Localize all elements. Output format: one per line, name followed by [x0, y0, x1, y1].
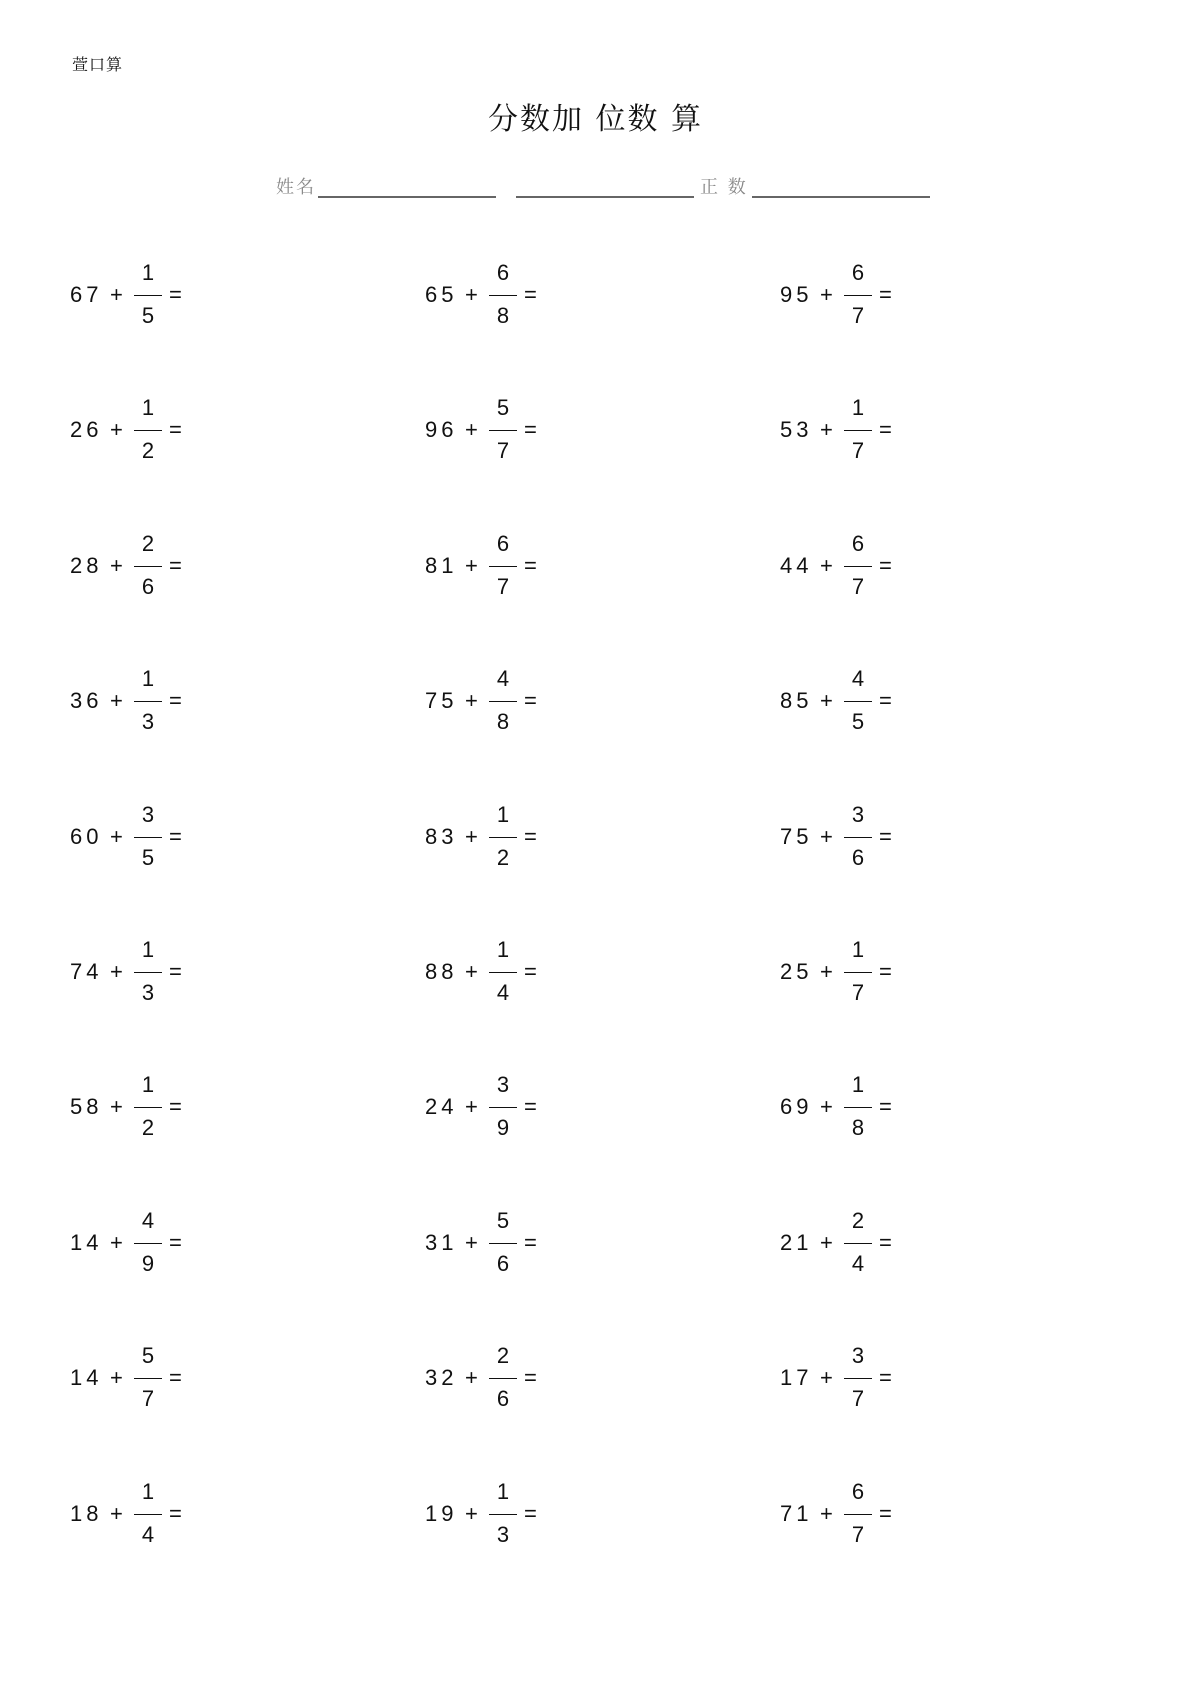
fraction-bar [134, 701, 162, 702]
whole-number: 26 [70, 417, 103, 442]
whole-number: 71 [780, 1501, 813, 1526]
equals-sign: = [524, 417, 537, 442]
name-label: 姓名 [276, 177, 316, 198]
fraction-bar [489, 1107, 517, 1108]
denominator: 6 [496, 1251, 510, 1276]
fraction [844, 666, 872, 736]
denominator: 7 [851, 438, 865, 463]
denominator: 5 [141, 303, 155, 328]
fraction-bar [844, 837, 872, 838]
plus-sign: + [465, 1365, 478, 1390]
numerator: 6 [496, 260, 510, 285]
fraction-bar [489, 837, 517, 838]
whole-number: 75 [425, 688, 458, 713]
fraction-bar [844, 1107, 872, 1108]
fraction [134, 1343, 162, 1413]
fraction [489, 666, 517, 736]
denominator: 2 [141, 438, 155, 463]
page-title: 分数加 位数 算 [487, 102, 704, 137]
denominator: 7 [851, 574, 865, 599]
whole-number: 24 [425, 1094, 458, 1119]
whole-number: 25 [780, 959, 813, 984]
fraction [489, 802, 517, 872]
whole-number: 88 [425, 959, 458, 984]
fraction [489, 395, 517, 465]
plus-sign: + [465, 417, 478, 442]
whole-number: 74 [70, 959, 103, 984]
fraction [134, 1072, 162, 1142]
equals-sign: = [879, 1094, 892, 1119]
fraction-bar [134, 430, 162, 431]
fraction [489, 1343, 517, 1413]
whole-number: 58 [70, 1094, 103, 1119]
fraction-bar [489, 972, 517, 973]
equals-sign: = [169, 1501, 182, 1526]
fraction [489, 1208, 517, 1278]
fraction-bar [134, 566, 162, 567]
fraction-bar [489, 1514, 517, 1515]
fraction [844, 1479, 872, 1549]
fraction-bar [844, 701, 872, 702]
denominator: 6 [851, 845, 865, 870]
numerator: 6 [851, 531, 865, 556]
fraction [489, 260, 517, 330]
fraction-bar [489, 295, 517, 296]
whole-number: 75 [780, 824, 813, 849]
plus-sign: + [465, 282, 478, 307]
denominator: 7 [496, 574, 510, 599]
whole-number: 32 [425, 1365, 458, 1390]
numerator: 1 [141, 260, 155, 285]
numerator: 3 [851, 1343, 865, 1368]
fraction-bar [489, 1378, 517, 1379]
numerator: 1 [496, 802, 510, 827]
fraction [134, 531, 162, 601]
plus-sign: + [465, 553, 478, 578]
denominator: 7 [851, 1386, 865, 1411]
fraction [844, 802, 872, 872]
fraction-bar [489, 566, 517, 567]
fraction [489, 1072, 517, 1142]
equals-sign: = [169, 417, 182, 442]
plus-sign: + [110, 824, 123, 849]
numerator: 1 [141, 1072, 155, 1097]
equals-sign: = [879, 417, 892, 442]
whole-number: 53 [780, 417, 813, 442]
equals-sign: = [879, 1501, 892, 1526]
fraction-bar [844, 566, 872, 567]
plus-sign: + [110, 1230, 123, 1255]
fraction-bar [844, 1243, 872, 1244]
numerator: 6 [851, 1479, 865, 1504]
fraction-bar [489, 430, 517, 431]
fraction-bar [134, 295, 162, 296]
numerator: 1 [141, 395, 155, 420]
whole-number: 96 [425, 417, 458, 442]
equals-sign: = [169, 688, 182, 713]
equals-sign: = [169, 959, 182, 984]
equals-sign: = [524, 282, 537, 307]
fraction [134, 802, 162, 872]
whole-number: 65 [425, 282, 458, 307]
plus-sign: + [465, 1230, 478, 1255]
whole-number: 69 [780, 1094, 813, 1119]
plus-sign: + [110, 417, 123, 442]
fraction-bar [489, 1243, 517, 1244]
equals-sign: = [169, 1365, 182, 1390]
plus-sign: + [820, 553, 833, 578]
numerator: 1 [851, 395, 865, 420]
numerator: 6 [851, 260, 865, 285]
fraction-bar [134, 972, 162, 973]
denominator: 3 [141, 980, 155, 1005]
fraction [489, 937, 517, 1007]
numerator: 5 [496, 395, 510, 420]
denominator: 8 [851, 1115, 865, 1140]
fraction-bar [844, 430, 872, 431]
equals-sign: = [879, 553, 892, 578]
plus-sign: + [465, 1501, 478, 1526]
denominator: 3 [496, 1522, 510, 1547]
fraction [489, 1479, 517, 1549]
plus-sign: + [465, 824, 478, 849]
plus-sign: + [110, 282, 123, 307]
whole-number: 60 [70, 824, 103, 849]
plus-sign: + [110, 1094, 123, 1119]
plus-sign: + [110, 1501, 123, 1526]
plus-sign: + [820, 1501, 833, 1526]
equals-sign: = [169, 824, 182, 849]
numerator: 5 [141, 1343, 155, 1368]
denominator: 7 [851, 1522, 865, 1547]
numerator: 1 [141, 937, 155, 962]
whole-number: 28 [70, 553, 103, 578]
numerator: 6 [496, 531, 510, 556]
denominator: 4 [141, 1522, 155, 1547]
equals-sign: = [524, 1094, 537, 1119]
denominator: 7 [851, 980, 865, 1005]
fraction-bar [844, 295, 872, 296]
fraction [134, 937, 162, 1007]
whole-number: 81 [425, 553, 458, 578]
whole-number: 83 [425, 824, 458, 849]
whole-number: 18 [70, 1501, 103, 1526]
equals-sign: = [524, 1501, 537, 1526]
fraction-bar [134, 1107, 162, 1108]
denominator: 4 [496, 980, 510, 1005]
equals-sign: = [524, 1230, 537, 1255]
denominator: 8 [496, 303, 510, 328]
plus-sign: + [820, 824, 833, 849]
whole-number: 19 [425, 1501, 458, 1526]
whole-number: 67 [70, 282, 103, 307]
numerator: 1 [496, 937, 510, 962]
denominator: 7 [496, 438, 510, 463]
plus-sign: + [110, 688, 123, 713]
numerator: 3 [851, 802, 865, 827]
equals-sign: = [879, 824, 892, 849]
fraction [134, 666, 162, 736]
fraction [134, 1479, 162, 1549]
equals-sign: = [169, 1094, 182, 1119]
plus-sign: + [820, 282, 833, 307]
denominator: 2 [141, 1115, 155, 1140]
equals-sign: = [879, 282, 892, 307]
fraction [844, 1343, 872, 1413]
equals-sign: = [524, 553, 537, 578]
plus-sign: + [465, 959, 478, 984]
plus-sign: + [465, 688, 478, 713]
fraction-bar [134, 837, 162, 838]
denominator: 8 [496, 709, 510, 734]
numerator: 2 [851, 1208, 865, 1233]
plus-sign: + [465, 1094, 478, 1119]
plus-sign: + [110, 959, 123, 984]
fraction [134, 260, 162, 330]
whole-number: 36 [70, 688, 103, 713]
score-label: 正 数 [700, 177, 748, 198]
fraction-bar [134, 1514, 162, 1515]
equals-sign: = [524, 824, 537, 849]
equals-sign: = [169, 1230, 182, 1255]
numerator: 1 [496, 1479, 510, 1504]
fraction [844, 260, 872, 330]
equals-sign: = [169, 282, 182, 307]
equals-sign: = [879, 1230, 892, 1255]
whole-number: 14 [70, 1230, 103, 1255]
plus-sign: + [110, 1365, 123, 1390]
equals-sign: = [524, 688, 537, 713]
equals-sign: = [879, 1365, 892, 1390]
numerator: 1 [851, 1072, 865, 1097]
denominator: 3 [141, 709, 155, 734]
fraction [844, 531, 872, 601]
plus-sign: + [820, 1230, 833, 1255]
numerator: 3 [496, 1072, 510, 1097]
fraction [489, 531, 517, 601]
denominator: 9 [141, 1251, 155, 1276]
plus-sign: + [820, 1094, 833, 1119]
numerator: 2 [141, 531, 155, 556]
whole-number: 85 [780, 688, 813, 713]
fraction-bar [844, 1514, 872, 1515]
whole-number: 21 [780, 1230, 813, 1255]
fraction-bar [844, 1378, 872, 1379]
equals-sign: = [524, 1365, 537, 1390]
numerator: 1 [141, 666, 155, 691]
fraction [844, 937, 872, 1007]
whole-number: 17 [780, 1365, 813, 1390]
numerator: 1 [141, 1479, 155, 1504]
fraction [844, 1208, 872, 1278]
fraction-bar [489, 701, 517, 702]
numerator: 1 [851, 937, 865, 962]
denominator: 7 [141, 1386, 155, 1411]
numerator: 5 [496, 1208, 510, 1233]
denominator: 6 [496, 1386, 510, 1411]
denominator: 2 [496, 845, 510, 870]
denominator: 7 [851, 303, 865, 328]
denominator: 5 [141, 845, 155, 870]
denominator: 4 [851, 1251, 865, 1276]
plus-sign: + [820, 959, 833, 984]
fraction [134, 395, 162, 465]
equals-sign: = [524, 959, 537, 984]
fraction-bar [134, 1243, 162, 1244]
numerator: 4 [141, 1208, 155, 1233]
numerator: 3 [141, 802, 155, 827]
equals-sign: = [879, 688, 892, 713]
denominator: 5 [851, 709, 865, 734]
equals-sign: = [879, 959, 892, 984]
fraction [844, 1072, 872, 1142]
equals-sign: = [169, 553, 182, 578]
numerator: 4 [496, 666, 510, 691]
plus-sign: + [820, 1365, 833, 1390]
denominator: 9 [496, 1115, 510, 1140]
numerator: 2 [496, 1343, 510, 1368]
whole-number: 14 [70, 1365, 103, 1390]
fraction-bar [844, 972, 872, 973]
plus-sign: + [110, 553, 123, 578]
numerator: 4 [851, 666, 865, 691]
plus-sign: + [820, 688, 833, 713]
whole-number: 44 [780, 553, 813, 578]
corner-label: 萱口算 [72, 55, 124, 74]
whole-number: 95 [780, 282, 813, 307]
plus-sign: + [820, 417, 833, 442]
whole-number: 31 [425, 1230, 458, 1255]
fraction [134, 1208, 162, 1278]
fraction-bar [134, 1378, 162, 1379]
fraction [844, 395, 872, 465]
denominator: 6 [141, 574, 155, 599]
